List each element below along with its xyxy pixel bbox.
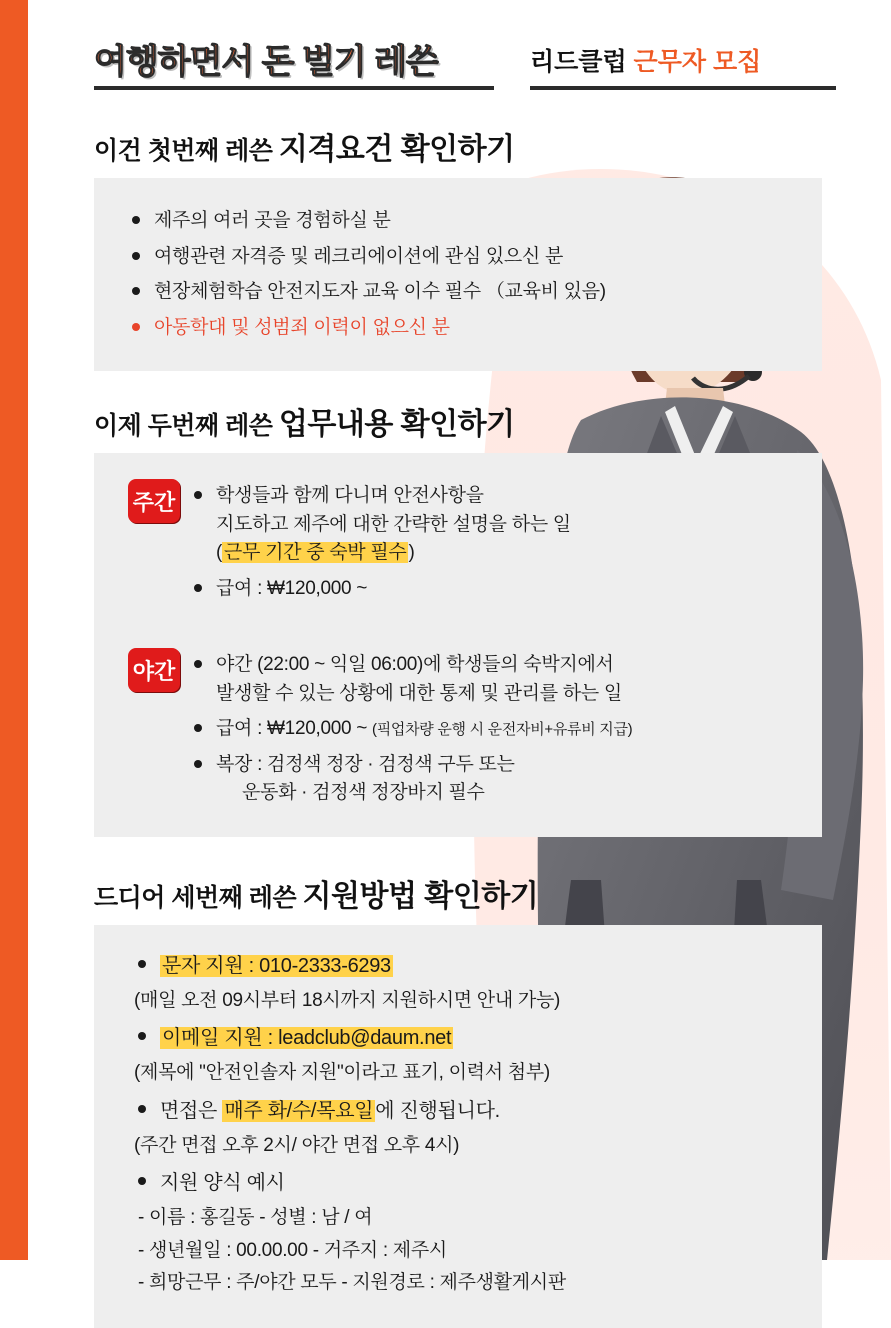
list-item <box>190 651 796 708</box>
brand-title <box>530 42 761 78</box>
section-1-label: 이건 첫번째 레쓴 <box>94 137 279 165</box>
brand-tagline: 근무자 모집 <box>633 48 762 76</box>
night-duty-line2: 발생할 수 있는 상황에 대한 통제 및 관리를 하는 일 <box>216 682 622 704</box>
dress-code <box>190 751 796 808</box>
poster-page <box>28 0 891 1293</box>
section-3-title: 지원방법 확인하기 <box>302 879 539 913</box>
day-duty-line1: 학생들과 함께 다니며 안전사항을 <box>216 485 484 506</box>
duties-block <box>94 453 822 837</box>
brand-underline <box>530 86 836 90</box>
night-shift-group <box>128 644 796 815</box>
section-2-label: 이제 두번째 레쓴 <box>94 412 279 440</box>
left-orange-stripe <box>0 0 28 1260</box>
qualification-block <box>94 178 822 371</box>
day-shift-list <box>190 482 796 603</box>
dress-code-line2: 운동화 · 검정색 정장바지 필수 <box>242 782 485 803</box>
night-pay-amount: 급여 : ₩120,000 ~ <box>216 718 373 739</box>
poster-header <box>94 34 834 96</box>
day-duty-line2: 지도하고 제주에 대한 간략한 설명을 하는 일 <box>216 513 571 535</box>
title-underline <box>94 86 494 90</box>
list-item <box>190 482 796 568</box>
apply-form-title: 지원 양식 예시 <box>134 1168 796 1198</box>
apply-block <box>94 925 822 1328</box>
apply-sms-note: (매일 오전 09시부터 18시까지 지원하시면 안내 가능) <box>134 989 561 1011</box>
day-shift-group <box>128 475 796 610</box>
section-3-label: 드디어 세번째 레쓴 <box>94 883 303 912</box>
night-shift-badge: 야간 <box>128 648 180 692</box>
apply-email-text: 이메일 지원 : leadclub@daum.net <box>162 1027 452 1049</box>
section-heading-3 <box>94 871 891 915</box>
list-item: 제주의 여러 곳을 경험하실 분 <box>128 207 796 236</box>
day-duty-note-close: ) <box>408 542 415 563</box>
apply-list <box>134 951 796 1298</box>
night-shift-list <box>190 651 796 808</box>
apply-sms-text: 문자 지원 : 010-2333-6293 <box>162 954 391 977</box>
apply-form-line-2: - 생년월일 : 00.00.00 - 거주지 : 제주시 <box>138 1239 447 1261</box>
day-duty-note-highlight: 근무 기간 중 숙박 필수 <box>224 542 407 563</box>
poster-title: 여행하면서 돈 벌기 레쓴 <box>94 43 438 81</box>
interview-prefix: 면접은 <box>160 1099 223 1122</box>
apply-form-line-3: - 희망근무 : 주/야간 모두 - 지원경로 : 제주생활게시판 <box>138 1272 566 1293</box>
list-item: 여행관련 자격증 및 레크리에이션에 관심 있으신 분 <box>128 243 796 272</box>
qualification-list <box>128 207 796 342</box>
apply-sms[interactable] <box>134 951 796 981</box>
brand-name: 리드클럽 <box>530 48 634 76</box>
apply-form-line-1: - 이름 : 홍길동 - 성별 : 남 / 여 <box>138 1207 373 1228</box>
interview-days: 매주 화/수/목요일 <box>224 1099 374 1122</box>
night-duty-line1: 야간 (22:00 ~ 익일 06:00)에 학생들의 숙박지에서 <box>216 654 614 675</box>
section-heading-2 <box>94 399 891 443</box>
section-2-title: 업무내용 확인하기 <box>278 408 515 441</box>
section-heading-1 <box>94 124 891 168</box>
day-shift-badge: 주간 <box>128 479 180 523</box>
apply-interview-note: (주간 면접 오후 2시/ 야간 면접 오후 4시) <box>134 1134 460 1156</box>
apply-email[interactable] <box>134 1023 796 1053</box>
list-item-warning: 아동학대 및 성범죄 이력이 없으신 분 <box>128 314 796 343</box>
night-pay <box>190 715 796 744</box>
apply-email-note: (제목에 "안전인솔자 지원"이라고 표기, 이력서 첨부) <box>134 1062 550 1083</box>
apply-interview <box>134 1096 796 1126</box>
section-1-title: 지격요건 확인하기 <box>278 133 515 166</box>
list-item: 현장체험학습 안전지도자 교육 이수 필수 （교육비 있음) <box>128 278 796 307</box>
dress-code-line1: 복장 : 검정색 정장 · 검정색 구두 또는 <box>216 753 515 775</box>
interview-suffix: 에 진행됩니다. <box>375 1099 500 1122</box>
night-pay-note: (픽업차량 운행 시 운전자비+유류비 지급) <box>372 721 633 738</box>
day-pay: 급여 : ₩120,000 ~ <box>190 575 796 604</box>
day-duty-note-open: ( <box>216 542 223 563</box>
